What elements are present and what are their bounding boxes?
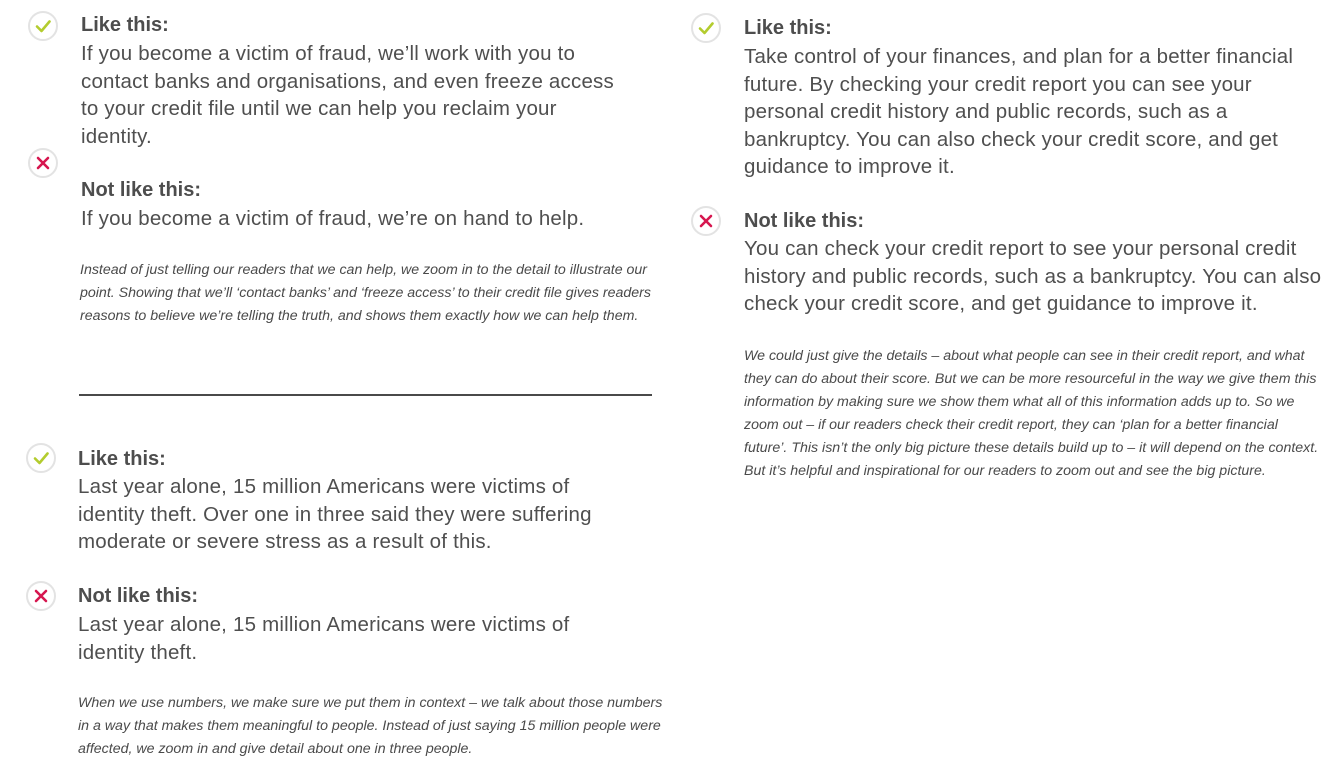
like-example-text: If you become a victim of fraud, we’ll work with you to contact banks and organisations, and even freeze access to your credit file until we can help you reclaim your identity.: [81, 42, 614, 148]
check-icon: [28, 11, 58, 41]
cross-icon: [28, 148, 58, 178]
explanation-note: We could just give the details – about what people can see in their credit report, and what they can do about their score. But we can be more resourceful in the way we give them this information by making sure we show them what all of this information adds up to. So we zoom out – if our readers check their credit report, they can ‘plan for a better financial future’. This isn’t the only big picture these details build up to – it will depend on the context. But it’s helpful and inspirational for our readers to zoom out and see the big picture.: [744, 348, 1319, 479]
not-like-label: Not like this:: [744, 210, 865, 232]
not-like-example-text: You can check your credit report to see your personal credit history and public records, such as a bankruptcy. You can also check your credit score, and get guidance to improve it.: [744, 237, 1322, 315]
section-divider: [79, 394, 652, 396]
not-like-label: Not like this:: [78, 585, 199, 607]
cross-icon: [691, 206, 721, 236]
like-label: Like this:: [744, 17, 832, 39]
cross-icon: [26, 581, 56, 611]
check-icon: [26, 443, 56, 473]
like-label: Like this:: [81, 14, 169, 36]
explanation-note: When we use numbers, we make sure we put them in context – we talk about those numbers in a way that makes them meaningful to people. Instead of just saying 15 million people were affected, we zoom in and give detail about one in three people.: [78, 695, 663, 757]
like-example-text: Take control of your finances, and plan for a better financial future. By checking your credit report you can see your personal credit history and public records, such as a bankruptcy. You can also check your credit score, and get guidance to improve it.: [744, 45, 1294, 178]
not-like-example-text: If you become a victim of fraud, we’re on hand to help.: [81, 207, 585, 230]
explanation-note: Instead of just telling our readers that we can help, we zoom in to the detail to illustrate our point. Showing that we’ll ‘contact banks’ and ‘freeze access’ to their credit file gives readers reasons to believe we’re telling the truth, and shows them exactly how we can help them.: [80, 262, 651, 324]
not-like-example-text: Last year alone, 15 million Americans were victims of identity theft.: [78, 613, 570, 664]
like-example-text: Last year alone, 15 million Americans were victims of identity theft. Over one in three said they were suffering moderate or severe stress as a result of this.: [78, 475, 592, 553]
like-label: Like this:: [78, 448, 166, 470]
not-like-label: Not like this:: [81, 179, 202, 201]
check-icon: [691, 13, 721, 43]
